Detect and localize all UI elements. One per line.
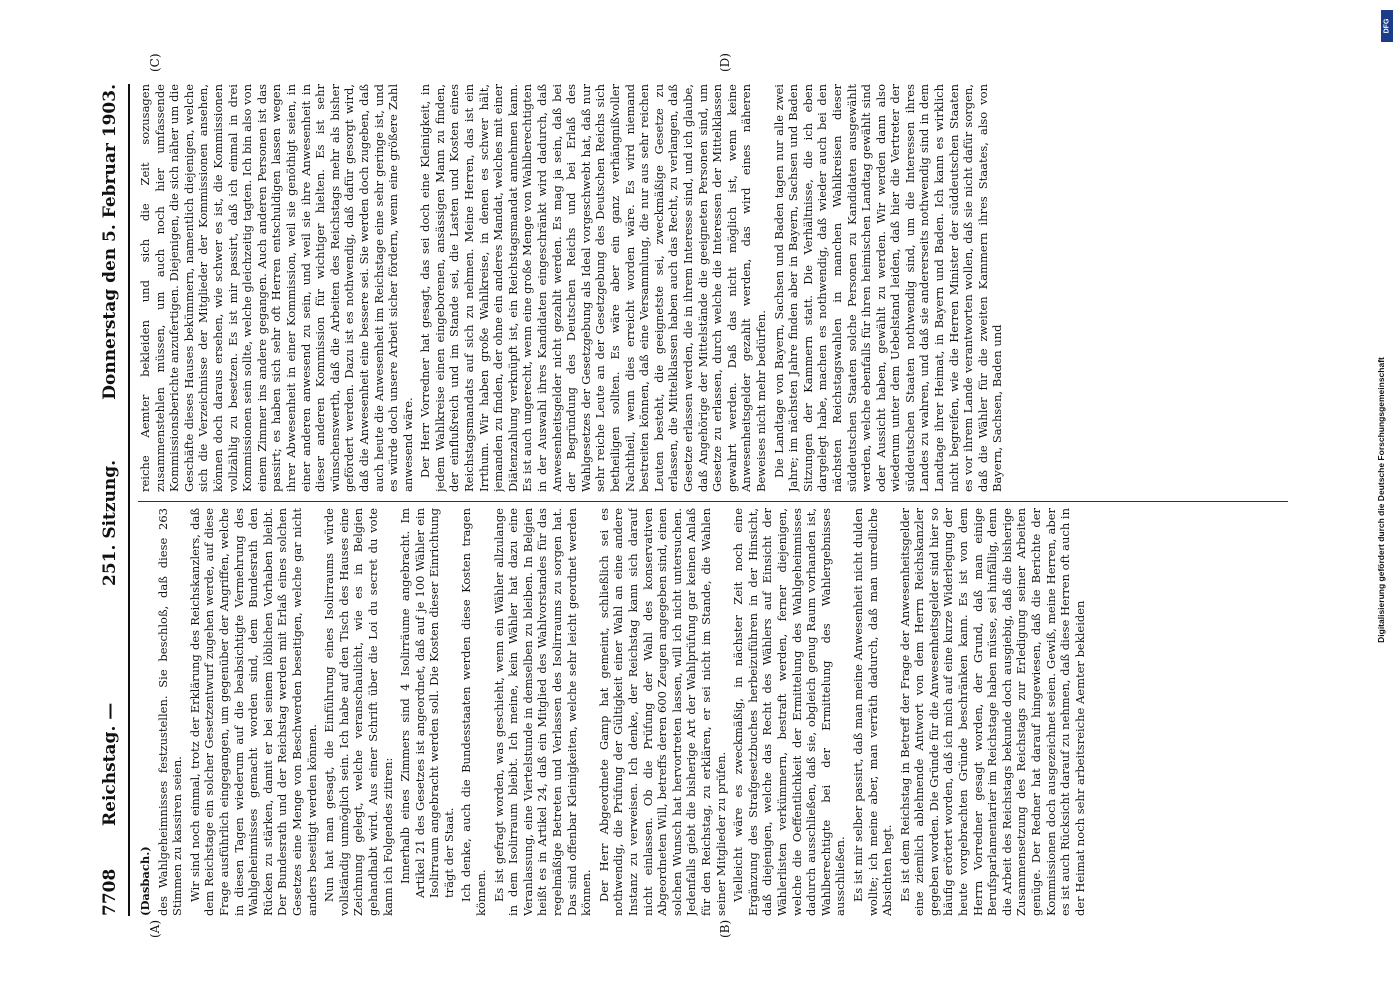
paragraph: Der Herr Abgeordnete Gamp hat gemeint, schließlich sei es nothwendig, die Prüfung der Gültigkeit einer Wahl an eine andere Instanz zu verweisen. Ich denke, der Reichstag kann sich darauf nicht einlassen. Ob die Prüfung der Wahl des konservativen Abgeordneten Will, betreffs deren 600 Zeugen angegeben sind, einen solchen Wunsch hat hervortreten lassen, will ich nicht untersuchen. Jedenfalls giebt die bisherige Art der Wahlprüfung gar keinen Anlaß für den Reichstag, zu erklären, er sei nicht im Stande, die Wahlen seiner Mitglieder zu prüfen. (596, 508, 728, 916)
column-divider (138, 501, 1288, 502)
journal-title: Reichstag. — (100, 702, 120, 826)
paragraph: Es ist gefragt worden, was geschieht, wenn ein Wähler allzulange in dem Isolirraum bleibt. Ich meine, kein Wähler hat dazu eine Veranlassung, eine Viertelstunde in demselben zu bleiben. In Belgien heißt es in Artikel 24, daß ein Mitglied des Wahlvorstandes für das regelmäßige Betreten und Verlassen des Isolirraums zu sorgen hat. Das sind offenbar Kleinigkeiten, welche sehr leicht geordnet werden können. (491, 508, 594, 916)
paragraph: des Wahlgeheimnisses festzustellen. Sie beschloß, daß diese 263 Stimmen zu kassiren seien. (155, 508, 185, 916)
paragraph: Wir sind noch einmal, trotz der Erklärung des Reichskanzlers, daß dem Reichstage ein solcher Gesetzentwurf zugehen werde, auf diese Frage ausführlich eingegangen, um gegenüber der Angriffen, welche in diesen Tagen wiederum auf die beabsichtigte Vermehrung des Wahlgeheimnisses gemacht worden sind, dem Bundesrath den Rücken zu stärken, damit er bei seinem löblichen Vorhaben bleibt. Der Bundesrath und der Reichstag werden mit Erlaß eines solchen Gesetzes eine Menge von Beschwerden beseitigen, welche gar nicht anders beseitigt werden können. (187, 508, 319, 916)
session-title: 251. Sitzung. (100, 459, 120, 586)
paragraph: Es ist dem Reichstag in Betreff der Frage der Anwesenheitsgelder eine ziemlich ablehnende Antwort von dem Herrn Reichskanzler gegeben worden. Die Gründe für die Anwesenheitsgelder sind hier so häufig erörtert worden, daß ich mich auf eine kurze Widerlegung der heute vorgebrachten Gründe beschränken kann. Es ist von dem Herrn Vorredner gesagt worden, der Grund, daß man einige Berufsparlamentarier im Reichstage haben müsse, sei hinfällig, denn die Arbeit des Reichstags bekunde doch ausgiebig, daß die bisherige Zusammensetzung des Reichstags zur Erledigung seiner Arbeiten genüge. Der Redner hat darauf hingewiesen, daß die Berichte der Kommissionen doch ausgezeichnet seien. Gewiß, meine Herren, aber es ist auch Rücksicht darauf zu nehmen, daß diese Herren oft auch in der Heimat noch sehr arbeitsreiche Aemter bekleiden (897, 508, 1087, 916)
margin-marker-d: (D) (718, 53, 732, 72)
dfg-logo (1381, 10, 1393, 42)
paragraph: Vielleicht wäre es zweckmäßig, in nächster Zeit noch eine Ergänzung des Strafgesetzbuches herbeizuführen in der Hinsicht, daß diejenigen, welche das Recht des Wählers auf Einsicht der Wählerlisten verkümmern, bestraft werden, ferner diejenigen, welche die Oeffentlichkeit der Ermittelung des Wahlgeheimnisses dadurch ausschließen, daß sie, obgleich genug Raum vorhanden ist, Wahlberechtigte bei der Ermittelung des Wahlergebnisses ausschließen. (731, 508, 848, 916)
left-text-column (138, 508, 1288, 916)
margin-marker-c: (C) (148, 53, 162, 72)
paragraph: Nun hat man gesagt, die Einführung eines Isolirraums würde vollständig unmöglich sein. Ich habe auf den Tisch des Hauses eine Zeichnung gelegt, welche veranschaulicht, wie es in Belgien gehandhabt wird. Aus einer Schrift über die Loi du secret du vote kann ich Folgendes zitiren: (322, 508, 395, 916)
paragraph: Es ist mir selber passirt, daß man meine Anwesenheit nicht dulden wollte; ich meine aber, man verräth dadurch, daß man unredliche Absichten hegt. (850, 508, 895, 916)
dfg-logo-text: DFG (1383, 18, 1391, 34)
paragraph: reiche Aemter bekleiden und sich die Zeit sozusagen zusammenstehlen müssen, um auch noch hier umfassende Kommissionsberichte anzufertigen. Diejenigen, die sich näher um die Geschäfte dieses Hauses bekümmern, namentlich diejenigen, welche sich die Verzeichnisse der Mitglieder der Kommissionen ansehen, können doch daraus ersehen, wie schwer es ist, die Kommissionen vollzählig zu besetzen. Es ist mir passirt, daß ich einmal in drei Kommissionen sein sollte, welche gleichzeitig tagten. Ich bin also von einem Zimmer ins andere gegangen. Auch anderen Personen ist das passirt; es haben sich sehr oft Herren entschuldigen lassen wegen ihrer Abwesenheit in einer Kommission, weil sie genöthigt seien, in einer anderen anwesend zu sein, und weil sie ihre Anwesenheit in dieser anderen Kommission für wichtiger hielten. Es ist sehr wünschenswerth, daß die Arbeiten des Reichstags mehr als bisher gefördert werden. Dazu ist es nothwendig, daß dafür gesorgt wird, daß die Anwesenheit eine bessere sei. Sie werden doch zugeben, daß auch heute die Anwesenheit im Reichstage eine sehr geringe ist, und es würde doch unsere Arbeit sicher fördern, wenn eine größere Zahl anwesend wäre. (138, 84, 415, 492)
paragraph: Der Herr Vorredner hat gesagt, das sei doch eine Kleinigkeit, in jedem Wahlkreise einen eingeborenen, ansässigen Mann zu finden, der einflußreich und im Stande sei, die Lasten und Kosten eines Reichstagsmandats auf sich zu nehmen. Meine Herren, das ist ein Irrthum. Wir haben große Wahlkreise, in denen es schwer hält, jemanden zu finden, der ohne ein anderes Mandat, welches mit einer Diätenzahlung verknüpft ist, ein Reichstagsmandat annehmen kann. Es ist auch ungerecht, wenn eine große Menge von Wahlberechtigten in der Auswahl ihres Kandidaten eingeschränkt wird dadurch, daß Anwesenheitsgelder nicht gezahlt werden. Es mag ja sein, daß bei der Begründung des Deutschen Reichs und bei Erlaß des Wahlgesetzes der Gesetzgebung als Ideal vorgeschwebt hat, daß nur sehr reiche Leute an der Gesetzgebung des Deutschen Reichs sich betheiligen sollten. Es wäre aber ein ganz verhängnißvoller Nachtheil, wenn dies erreicht worden wäre. Es wird niemand bestreiten können, daß eine Versammlung, die nur aus sehr reichen Leuten besteht, die geeignetste sei, zweckmäßige Gesetze zu erlassen, die Mittelklassen haben auch das Recht, zu verlangen, daß Gesetze erlassen werden, die in ihrem Interesse sind, und ich glaube, daß Angehörige der Mittelstände die geeigneten Personen sind, um Gesetze zu erlassen, durch welche die Interessen der Mittelklassen gewahrt werden. Daß das nicht möglich ist, wenn keine Anwesenheitsgelder gezahlt werden, das wird eines näheren Beweises nicht mehr bedürfen. (418, 84, 768, 492)
right-text-column (138, 84, 1288, 492)
margin-marker-b: (B) (718, 919, 732, 938)
rotated-document-page (78, 50, 1318, 950)
session-date: Donnerstag den 5. Februar 1903. (100, 84, 120, 400)
header-rule (128, 84, 130, 916)
paragraph: Ich denke, auch die Bundesstaaten werden diese Kosten tragen können. (459, 508, 489, 916)
speaker-heading: (Dasbach.) (138, 846, 152, 916)
page-number: 7708 (100, 868, 120, 916)
page-header (96, 84, 126, 916)
margin-marker-a: (A) (148, 919, 162, 938)
digitization-note-text: Digitalisierung gefördert durch die Deutsche Forschungsgemeinschaft (1376, 357, 1386, 643)
quotation: Innerhalb eines Zimmers sind 4 Isolirräume angebracht. Im Artikel 21 des Gesetzes ist angeordnet, daß auf je 100 Wähler ein Isolirraum angebracht werden soll. Die Kosten dieser Einrichtung trägt der Staat. (398, 508, 456, 898)
paragraph: Die Landtage von Bayern, Sachsen und Baden tagen nur alle zwei Jahre; im nächsten Jahre finden aber in Bayern, Sachsen und Baden Sitzungen der Kammern statt. Die Verhältnisse, die ich eben dargelegt habe, machen es nothwendig, daß wieder auch bei den nächsten Reichstagswahlen in manchen Wahlkreisen dieser süddeutschen Staaten solche Personen zu Kandidaten ausgewählt werden, welche ebenfalls für ihren heimischen Landtag gewählt sind oder Aussicht haben, gewählt zu werden. Wir werden dann also wiederum unter dem Uebelstand leiden, daß hier die Vertreter der süddeutschen Staaten nothwendig sind, um die Interessen ihres Landes zu wahren, und daß sie andererseits nothwendig sind in dem Landtage ihrer Heimat, in Bayern und Baden. Ich kann es wirklich nicht begreifen, wie die Herren Minister der süddeutschen Staaten es vor ihrem Lande verantworten wollen, daß sie nicht dafür sorgen, daß die Wähler für die zweiten Kammern ihres Staates, also von Bayern, Sachsen, Baden und (771, 84, 1005, 492)
